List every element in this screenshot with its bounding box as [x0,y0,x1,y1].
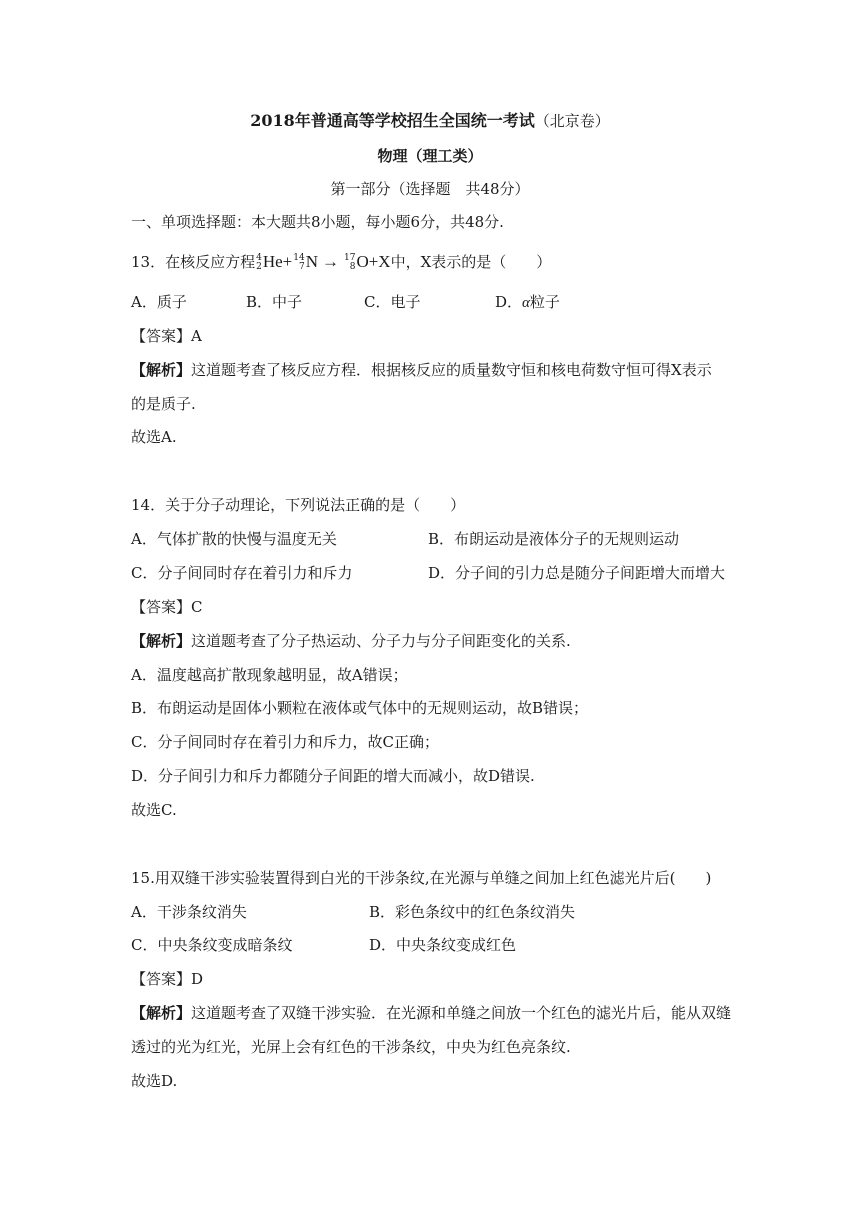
q14-detail-b: B．布朗运动是固体小颗粒在液体或气体中的无规则运动，故B错误； [131,699,589,717]
analysis-label: 【解析】 [131,632,192,650]
q14-detail-a: A．温度越高扩散现象越明显，故A错误； [131,666,408,684]
q13-option-a: A．质子 [131,293,187,311]
q14-option-b: B．布朗运动是液体分子的无规则运动 [428,530,680,548]
subject-heading: 物理（理工类） [377,147,483,165]
q15-option-c: C．中央条纹变成暗条纹 [131,936,293,954]
q14-conclusion: 故选C. [131,801,177,819]
he-nuclide-numbers: 4 2 [256,253,262,272]
q15-conclusion: 故选D. [131,1072,178,1090]
q14-answer: 【答案】C [131,598,203,616]
q15-option-b: B．彩色条纹中的红色条纹消失 [369,903,576,921]
section-heading: 一、单项选择题：本大题共8小题，每小题6分，共48分. [131,213,504,231]
q13-option-d: D．α粒子 [495,293,560,311]
o-nuclide-numbers: 17 8 [343,253,356,272]
exam-title-text: 2018年普通高等学校招生全国统一考试 [250,111,535,130]
q13-option-b: B．中子 [246,293,303,311]
question-13-stem [131,250,551,274]
q14-detail-d: D．分子间引力和斥力都随分子间距的增大而减小，故D错误. [131,767,535,785]
o-symbol: O [356,252,369,271]
q13-analysis-line-1: 【解析】这道题考查了核反应方程．根据核反应的质量数守恒和核电荷数守恒可得X表示 [131,361,712,379]
q15-answer: 【答案】D [131,970,204,988]
q13-suffix: 中，X表示的是（ ） [390,253,552,271]
q13-answer: 【答案】A [131,327,202,345]
exam-title-note: （北京卷） [534,112,610,130]
q13-conclusion: 故选A. [131,428,177,446]
q15-option-d: D．中央条纹变成红色 [369,936,517,954]
q15-option-a: A．干涉条纹消失 [131,903,247,921]
q14-analysis: 【解析】这道题考查了分子热运动、分子力与分子间距变化的关系. [131,632,571,650]
q14-detail-c: C．分子间同时存在着引力和斥力，故C正确； [131,733,439,751]
q13-analysis-line-2: 的是质子. [131,395,196,413]
analysis-label: 【解析】 [131,361,192,379]
q15-analysis-line-1: 【解析】这道题考查了双缝干涉实验．在光源和单缝之间放一个红色的滤光片后，能从双缝 [131,1004,732,1022]
q14-option-c: C．分子间同时存在着引力和斥力 [131,564,353,582]
n-symbol: N [305,252,318,271]
q15-analysis-line-2: 透过的光为红光，光屏上会有红色的干涉条纹，中央为红色亮条纹. [131,1038,571,1056]
question-14-stem: 14．关于分子动理论，下列说法正确的是（ ） [131,496,466,514]
exam-title [0,111,860,131]
part-heading: 第一部分（选择题 共48分） [330,180,530,198]
n-nuclide-numbers: 14 7 [293,253,305,272]
x-symbol: +X [368,252,391,271]
q14-option-d: D．分子间的引力总是随分子间距增大而增大 [428,564,726,582]
plus-sign: + [282,252,293,271]
q13-option-c: C．电子 [364,293,421,311]
q13-prefix: 13．在核反应方程 [131,253,256,271]
alpha-symbol: α [522,295,530,311]
he-symbol: He [262,252,283,271]
question-15-stem: 15.用双缝干涉实验装置得到白光的干涉条纹,在光源与单缝之间加上红色滤光片后( ) [131,869,712,887]
analysis-label: 【解析】 [131,1004,192,1022]
q14-option-a: A．气体扩散的快慢与温度无关 [131,530,337,548]
reaction-arrow: → [321,252,339,271]
